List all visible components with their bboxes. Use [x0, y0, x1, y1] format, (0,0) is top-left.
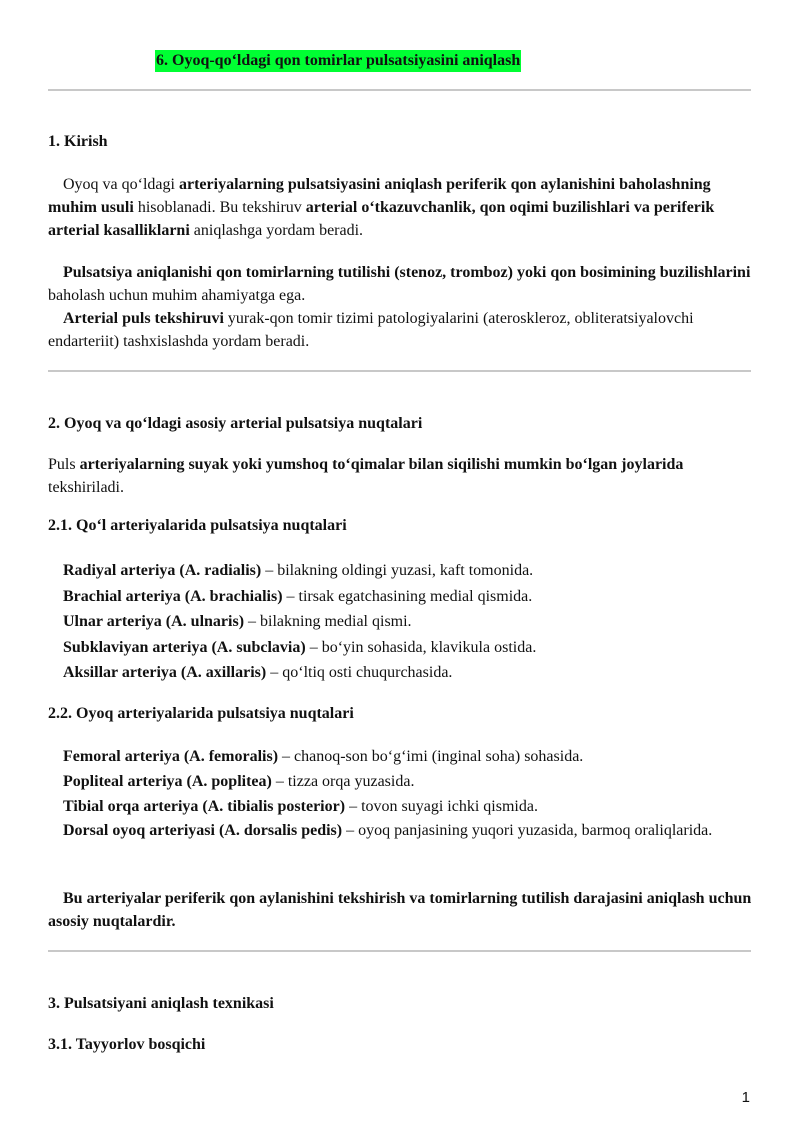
section-1-paragraph-1: Oyoq va qo‘ldagi arteriyalarning pulsatsiyasini aniqlash periferik qon aylanishini baholashning muhim usuli hisoblanadi. Bu tekshiruv arterial o‘tkazuvchanlik, qon oqimi buzilishlari va periferik arterial kasalliklarni aniqlashga yordam beradi.	[48, 176, 715, 239]
arm-arteries-list	[48, 558, 760, 686]
document-title: 6. Oyoq-qo‘ldagi qon tomirlar pulsatsiyasini aniqlash	[155, 50, 521, 72]
section-2-heading: 2. Oyoq va qo‘ldagi asosiy arterial pulsatsiya nuqtalari	[48, 415, 423, 432]
section-1-paragraph-2: Pulsatsiya aniqlanishi qon tomirlarning tutilishi (stenoz, tromboz) yoki qon bosimining buzilishlarini baholash uchun muhim ahamiyatga ega. Arterial puls tekshiruvi yurak-qon tomir tizimi patologiyalarini (ateroskleroz, obliteratsiyalovchi endarteriit) tashxislashda yordam beradi.	[48, 264, 751, 350]
leg-arteries-list	[48, 744, 760, 842]
horizontal-rule	[48, 89, 751, 91]
list-item: Brachial arteriya (A. brachialis) – tirsak egatchasining medial qismida.	[63, 587, 533, 605]
list-item: Subklaviyan arteriya (A. subclavia) – bo‘yin sohasida, klavikula ostida.	[63, 638, 537, 656]
section-1-heading: 1. Kirish	[48, 133, 108, 150]
section-2-intro: Puls arteriyalarning suyak yoki yumshoq to‘qimalar bilan siqilishi mumkin bo‘lgan joylarida tekshiriladi.	[48, 456, 684, 496]
list-item: Dorsal oyoq arteriyasi (A. dorsalis pedis) – oyoq panjasining yuqori yuzasida, barmoq oraliqlarida.	[63, 822, 713, 839]
list-item: Radiyal arteriya (A. radialis) – bilakning oldingi yuzasi, kaft tomonida.	[63, 562, 534, 579]
list-item: Femoral arteriya (A. femoralis) – chanoq-son bo‘g‘imi (inginal soha) sohasida.	[63, 748, 584, 765]
horizontal-rule	[48, 950, 751, 952]
subsection-2-1-heading: 2.1. Qo‘l arteriyalarida pulsatsiya nuqtalari	[48, 517, 347, 534]
subsection-3-1-heading: 3.1. Tayyorlov bosqichi	[48, 1036, 206, 1053]
section-2-note: Bu arteriyalar periferik qon aylanishini tekshirish va tomirlarning tutilish darajasini aniqlash uchun asosiy nuqtalardir.	[48, 890, 752, 930]
list-item: Aksillar arteriya (A. axillaris) – qo‘ltiq osti chuqurchasida.	[63, 664, 453, 681]
list-item: Tibial orqa arteriya (A. tibialis posterior) – tovon suyagi ichki qismida.	[63, 798, 538, 815]
horizontal-rule	[48, 370, 751, 372]
page-number: 1	[741, 1089, 750, 1106]
list-item: Ulnar arteriya (A. ulnaris) – bilakning medial qismi.	[63, 613, 412, 630]
section-3-heading: 3. Pulsatsiyani aniqlash texnikasi	[48, 995, 274, 1012]
list-item: Popliteal arteriya (A. poplitea) – tizza orqa yuzasida.	[63, 773, 415, 790]
subsection-2-2-heading: 2.2. Oyoq arteriyalarida pulsatsiya nuqtalari	[48, 705, 354, 722]
